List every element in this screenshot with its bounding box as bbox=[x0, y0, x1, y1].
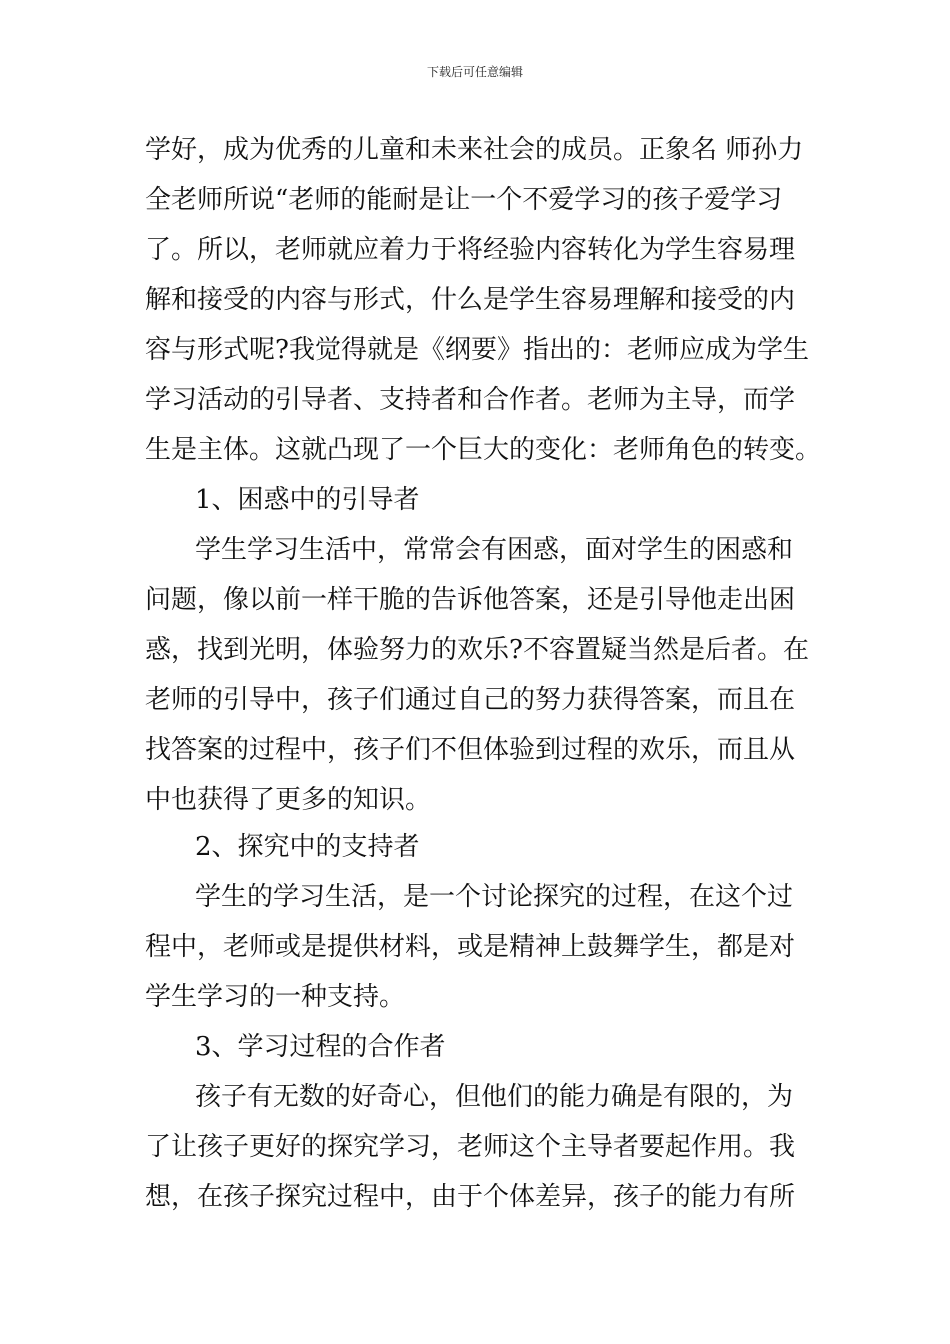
section-heading: 2、探究中的支持者 bbox=[195, 832, 420, 862]
paragraph-line: 惑，找到光明，体验努力的欢乐?不容置疑当然是后者。在 bbox=[145, 635, 809, 665]
paragraph-line: 学生学习生活中，常常会有困惑，面对学生的困惑和 bbox=[195, 535, 794, 565]
paragraph-line: 想，在孩子探究过程中，由于个体差异，孩子的能力有所 bbox=[145, 1182, 796, 1212]
paragraph-line: 孩子有无数的好奇心，但他们的能力确是有限的，为 bbox=[195, 1082, 794, 1112]
paragraph-line: 学生学习的一种支持。 bbox=[145, 982, 406, 1012]
paragraph-line: 生是主体。这就凸现了一个巨大的变化：老师角色的转变。 bbox=[145, 435, 822, 465]
section-heading: 3、学习过程的合作者 bbox=[195, 1032, 446, 1062]
paragraph-line: 解和接受的内容与形式，什么是学生容易理解和接受的内 bbox=[145, 285, 796, 315]
page-header: 下载后可任意编辑 bbox=[426, 65, 523, 79]
paragraph-line: 全老师所说“老师的能耐是让一个不爱学习的孩子爱学习 bbox=[145, 185, 783, 215]
paragraph-line: 程中，老师或是提供材料，或是精神上鼓舞学生，都是对 bbox=[145, 932, 796, 962]
paragraph-line: 学好，成为优秀的儿童和未来社会的成员。正象名 师孙力 bbox=[145, 135, 804, 165]
paragraph-line: 问题，像以前一样干脆的告诉他答案，还是引导他走出困 bbox=[145, 585, 796, 615]
paragraph-line: 学习活动的引导者、支持者和合作者。老师为主导，而学 bbox=[145, 385, 796, 415]
paragraph-line: 找答案的过程中，孩子们不但体验到过程的欢乐，而且从 bbox=[145, 735, 796, 765]
paragraph-line: 中也获得了更多的知识。 bbox=[145, 785, 432, 815]
paragraph-line: 容与形式呢?我觉得就是《纲要》指出的：老师应成为学生 bbox=[145, 335, 809, 365]
section-heading: 1、困惑中的引导者 bbox=[195, 485, 420, 515]
paragraph-line: 了让孩子更好的探究学习，老师这个主导者要起作用。我 bbox=[145, 1132, 796, 1162]
paragraph-line: 老师的引导中，孩子们通过自己的努力获得答案，而且在 bbox=[145, 685, 796, 715]
paragraph-line: 了。所以，老师就应着力于将经验内容转化为学生容易理 bbox=[145, 235, 796, 265]
paragraph-line: 学生的学习生活，是一个讨论探究的过程，在这个过 bbox=[195, 882, 794, 912]
